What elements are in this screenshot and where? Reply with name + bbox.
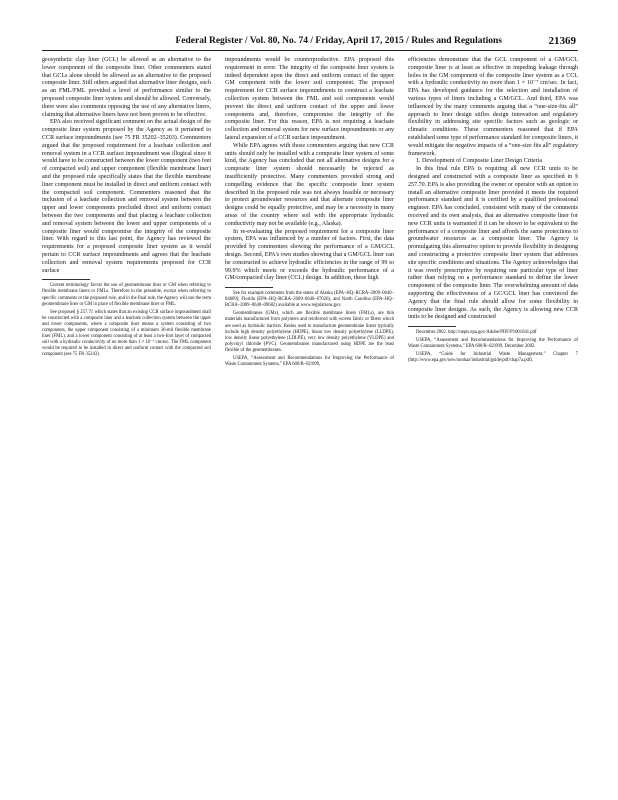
column-3 (408, 57, 578, 365)
footnote: Current terminology favors the use of geomembrane liner or GM when referring to flexible membrane liners or FMLs. Therefore in the preamble, except when referring to specific comments or the proposed rule, and in the final rule, the Agency will use the term geomembrane liner or GM in place of flexible membrane liner or FML. (42, 283, 211, 307)
footnote: USEPA, “Assessment and Recommendations for Improving the Performance of Waste Containment Systems,” EPA 600/R–02/099, December 2002. (408, 338, 578, 350)
paragraph: geosynthetic clay liner (GCL) be allowed as an alternative to the lower component of the composite liner. Other commenters stated that GCLs alone should be allowed as an alternative to the proposed composite liner. Still others argued that alternative liner designs, such as an FML/FML provided a level of performance similar to the proposed composite liner system and should be allowed. Conversely, there were also comments opposing the use of any alternative liners, claiming that alternative liners have not been proven to be effective. (42, 57, 211, 118)
footnote-rule (42, 279, 90, 280)
column-2 (225, 57, 394, 368)
footnote: See proposed § 257.71 which states that an existing CCR surface impoundment shall be constructed with a composite liner and a leachate collection system between the upper and lower components, where a composite liner means a system consisting of two components, the upper component consisting of a minimum 30-mil flexible membrane liner (FML), and a lower component consisting of at least a two-foot layer of compacted soil with a hydraulic conductivity of no more than 1 × 10⁻⁷ cm/sec. The FML component would be required to be installed in direct and uniform contact with the compacted soil component (see 75 FR 35243). (42, 309, 211, 358)
paragraph: In this final rule EPA is requiring all new CCR units to be designed and constructed with a composite liner as specified in § 257.70. EPA is also providing the owner or operator with an option to install an alternative composite liner provided it meets the required performance standard and it is certified by a qualified professional engineer. EPA has concluded, consistent with many of the comments received and its own analysis, that an alternative composite liner for new CCR units is warranted if it can be shown to be equivalent to the performance of a composite liner and affords the same protections to groundwater resources as a composite liner. The Agency is promulgating this alternative option to provide flexibility in designing and constructing a protective composite liner system that addresses site specific conditions and situations. The Agency acknowledges that it was overly prescriptive by requiring one particular type of liner rather than relying on a performance standard to define the lower component of the composite liner. The overwhelming amount of data supporting the effectiveness of a GC/GCL liner has convinced the Agency that the final rule should allow for some flexibility in composite liner designs. As such, the Agency is allowing new CCR units to be designed and constructed (408, 166, 578, 321)
running-head: Federal Register / Vol. 80, No. 74 / Friday, April 17, 2015 / Rules and Regulations (175, 36, 502, 46)
paragraph: While EPA agrees with those commenters arguing that new CCR units should only be installed with a composite liner system of some kind, the Agency has concluded that not all alternative designs for a composite liner system should necessarily be rejected as insufficiently protective. Many commenters provided strong and compelling evidence that the specific composite liner system described in the proposed rule was not always feasible or necessary to protect groundwater resources and that alternate composite liner designs could be equally protective, and may be a necessity in many areas of the country where soil with the appropriate hydraulic conductivity may not be available (e.g., Alaska). (225, 142, 394, 227)
paragraph: efficiencies demonstrate that the GCL component of a GM/GCL composite liner is at least as effective in impeding leakage through holes in the GM component of the composite liner system as a CCL with a hydraulic conductivity no more than 1 × 10⁻⁷ cm/sec. In fact, EPA has developed guidance for the selection and installation of various types of liners including a GM/GCL. And third, EPA was influenced by the many comments arguing that a “one-size-fits all” approach to liner design stifles design innovation and regulatory flexibility in addressing site specific factors such as geologic or climatic conditions. These commenters reasoned that if EPA established some type of performance standard for composite liners, it would mitigate the negative impacts of a “one-size fits all” regulatory framework. (408, 57, 578, 157)
footnote-rule (225, 287, 273, 288)
page-number: 21369 (548, 35, 576, 47)
footnote: USEPA, “Guide for Industrial Waste Management,” Chapter 7 (http://www.epa.gov/osw/nonhaz/industrial/guide/pdf/chap7a.pdf). (408, 352, 578, 364)
column-1 (42, 57, 211, 358)
footnote: USEPA, “Assessment and Recommendations for Improving the Performance of Waste Containment Systems,” EPA 600/R–02/099, (225, 356, 394, 368)
footnote: See for example comments from the states of Alaska (EPA–HQ–RCRA–2009–0640–04609), Florida (EPA–HQ–RCRA–2009–0640–07026), and North Carolina (EPA–HQ–RCRA–2009–0640–09682) available at www.regulations.gov. (225, 291, 394, 309)
page-header (42, 36, 578, 51)
footnote: Geomembranes (GMs), which are flexible membrane liners (FMLs), are thin materials manufactured from polymers and reinforced with woven fabric or fibers which are used as hydraulic barriers. Resins used to manufacture geomembrane liners typically include high density polyethylene (HDPE), linear low density polyethylene (LLDPE), low density linear polyethylene (LDLPE), very low density polyethylene (VLDPE) and polyvinyl chloride (PVC). Geomembranes manufactured using HDPE are the least flexible of the geomembranes. (225, 311, 394, 353)
paragraph: In re-evaluating the proposed requirement for a composite liner system, EPA was influenced by a number of factors. First, the data provided by commenters showing the performance of a GM/GCL design. Second, EPA's own studies showing that a GM/GCL liner can be constructed to achieve hydraulic efficiencies in the range of 99 to 99.9% which meets or exceeds the hydraulic performance of a GM/compacted clay liner (CCL) design. In addition, these high (225, 228, 394, 282)
footnote: December 2002. http://nepis.epa.gov/Adobe/PDF/P1001041.pdf (416, 330, 537, 336)
paragraph: impoundments would be counterproductive. EPA proposed this requirement in error. The integrity of the composite liner system is indeed dependent upon the direct and uniform contact of the upper GM component with the lower soil component. The proposed requirement for CCR surface impoundments to construct a leachate collection system between the FML and soil components would prevent the direct and uniform contact of the upper and lower components and, therefore, compromise the integrity of the composite liner. For this reason, EPA is not requiring a leachate collection and removal system for new surface impoundments or any lateral expansion of a CCR surface impoundment. (225, 57, 394, 141)
footnote-rule (408, 326, 456, 327)
paragraph: EPA also received significant comment on the actual design of the composite liner system proposed by the Agency as it pertained to CCR surface impoundments (see 75 FR 35202–35203). Commenters argued that the proposed requirement for a leachate collection and removal system in a CCR surface impoundment was illogical since it would have to be constructed between the lower component (two feet of compacted soil) and upper component (flexible membrane liner) and the proposed rule specifically states that the flexible membrane liner component must be installed in direct and uniform contact with the compacted soil component. Commenters reasoned that the inclusion of a leachate collection and removal system between the upper and lower components precluded direct and uniform contact between the two components and that placing a leachate collection and removal system between the lower and upper components of a composite liner would compromise the integrity of the composite liner. With regard to this last point, the Agency has reviewed the requirements for a proposed composite liner system as it would pertain to CCR surface impoundments and agrees that the leachate collection and removal system requirements proposed for CCR surface (42, 119, 211, 274)
section-heading: 1. Development of Composite Liner Design Criteria (416, 158, 543, 165)
